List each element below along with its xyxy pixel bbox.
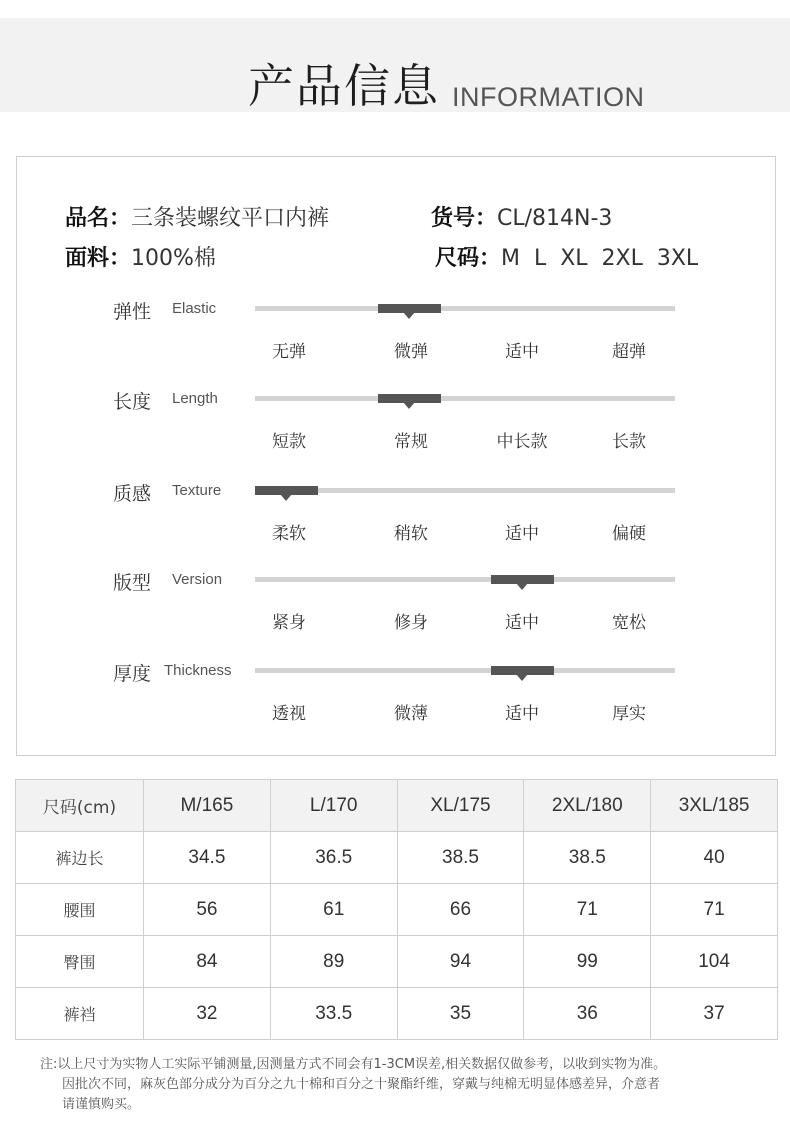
- table-column-header: 3XL/185: [651, 780, 778, 832]
- table-cell: 32: [144, 988, 271, 1040]
- sku-value: CL/814N-3: [497, 206, 613, 231]
- attribute-scale-track: [255, 668, 675, 673]
- attribute-level-label: 微薄: [394, 704, 428, 724]
- attribute-level-label: 紧身: [272, 613, 306, 633]
- scale-marker-icon: [491, 575, 554, 584]
- table-cell: 56: [144, 884, 271, 936]
- table-cell: 38.5: [524, 832, 651, 884]
- scale-marker-icon: [378, 394, 441, 403]
- size-value: M L XL 2XL 3XL: [501, 246, 699, 271]
- attribute-level-label: 厚实: [612, 704, 646, 724]
- attribute-level-label: 长款: [612, 432, 646, 452]
- table-cell: 104: [651, 936, 778, 988]
- footnote-line: 因批次不同，麻灰色部分成分为百分之九十棉和百分之十聚酯纤维，穿戴与纯棉无明显体感差异，介意者: [62, 1077, 661, 1092]
- table-cell: 38.5: [397, 832, 524, 884]
- table-cell: 71: [651, 884, 778, 936]
- fabric-label: 面料：: [65, 246, 132, 271]
- attribute-level-label: 无弹: [272, 342, 306, 362]
- fabric-field: [65, 241, 216, 272]
- attribute-level-label: 适中: [505, 342, 539, 362]
- product-name-value: 三条装螺纹平口内裤: [131, 206, 330, 231]
- attribute-level-label: 透视: [272, 704, 306, 724]
- attribute-level-label: 宽松: [612, 613, 646, 633]
- table-column-header: 2XL/180: [524, 780, 651, 832]
- page-title: 产品信息: [248, 59, 440, 113]
- table-column-header: XL/175: [397, 780, 524, 832]
- table-row-label: 裤边长: [16, 832, 144, 884]
- attribute-name: 长度: [113, 391, 152, 413]
- attribute-name: 质感: [113, 483, 152, 505]
- sku-label: 货号：: [431, 206, 498, 231]
- size-field: [435, 241, 698, 272]
- table-column-header: M/165: [144, 780, 271, 832]
- table-corner-header: 尺码(cm): [16, 780, 144, 832]
- attribute-scale-track: [255, 396, 675, 401]
- table-cell: 34.5: [144, 832, 271, 884]
- table-cell: 35: [397, 988, 524, 1040]
- attribute-level-label: 中长款: [496, 432, 548, 452]
- size-label: 尺码：: [435, 246, 502, 271]
- attribute-level-label: 微弹: [394, 342, 428, 362]
- product-name-field: [65, 201, 329, 232]
- product-info-panel: [16, 156, 776, 756]
- table-column-header: L/170: [270, 780, 397, 832]
- table-row-label: 裤裆: [16, 988, 144, 1040]
- attribute-level-label: 适中: [505, 704, 539, 724]
- table-cell: 89: [270, 936, 397, 988]
- attribute-level-label: 适中: [505, 524, 539, 544]
- table-row-label: 臀围: [16, 936, 144, 988]
- attribute-name: 厚度: [113, 663, 152, 685]
- attribute-english-name: Thickness: [164, 662, 232, 679]
- table-cell: 71: [524, 884, 651, 936]
- page-subtitle: INFORMATION: [452, 82, 645, 112]
- scale-marker-icon: [255, 486, 318, 495]
- footnote-line: 注:以上尺寸为实物人工实际平铺测量,因测量方式不同会有1-3CM误差,相关数据仅做参考，以收到实物为准。: [40, 1057, 667, 1072]
- attribute-level-label: 适中: [505, 613, 539, 633]
- attribute-scale-track: [255, 306, 675, 311]
- product-name-label: 品名：: [65, 206, 132, 231]
- attribute-level-label: 偏硬: [612, 524, 646, 544]
- attribute-english-name: Length: [172, 390, 218, 407]
- size-table: [15, 779, 778, 1040]
- table-cell: 36: [524, 988, 651, 1040]
- table-row: [16, 884, 778, 936]
- table-cell: 94: [397, 936, 524, 988]
- table-cell: 61: [270, 884, 397, 936]
- attribute-level-label: 常规: [394, 432, 428, 452]
- table-cell: 33.5: [270, 988, 397, 1040]
- attribute-english-name: Elastic: [172, 300, 217, 317]
- attribute-level-label: 超弹: [612, 342, 646, 362]
- scale-marker-icon: [491, 666, 554, 675]
- attribute-name: 弹性: [113, 301, 152, 323]
- attribute-scale-track: [255, 577, 675, 582]
- attribute-scale-track: [255, 488, 675, 493]
- attribute-english-name: Version: [172, 571, 223, 588]
- table-header-row: [16, 780, 778, 832]
- table-cell: 36.5: [270, 832, 397, 884]
- table-row: [16, 988, 778, 1040]
- attribute-name: 版型: [113, 572, 152, 594]
- attribute-level-label: 稍软: [394, 524, 428, 544]
- table-cell: 99: [524, 936, 651, 988]
- table-cell: 84: [144, 936, 271, 988]
- scale-marker-icon: [378, 304, 441, 313]
- footnote-line: 请谨慎购买。: [62, 1097, 141, 1112]
- attribute-english-name: Texture: [172, 482, 222, 499]
- sku-field: [431, 201, 612, 232]
- fabric-value: 100%棉: [131, 246, 216, 271]
- table-cell: 40: [651, 832, 778, 884]
- table-cell: 37: [651, 988, 778, 1040]
- table-row: [16, 832, 778, 884]
- attribute-level-label: 修身: [394, 613, 428, 633]
- attribute-level-label: 短款: [272, 432, 306, 452]
- attribute-level-label: 柔软: [272, 524, 306, 544]
- table-row: [16, 936, 778, 988]
- header-banner: [0, 18, 790, 112]
- table-row-label: 腰围: [16, 884, 144, 936]
- table-cell: 66: [397, 884, 524, 936]
